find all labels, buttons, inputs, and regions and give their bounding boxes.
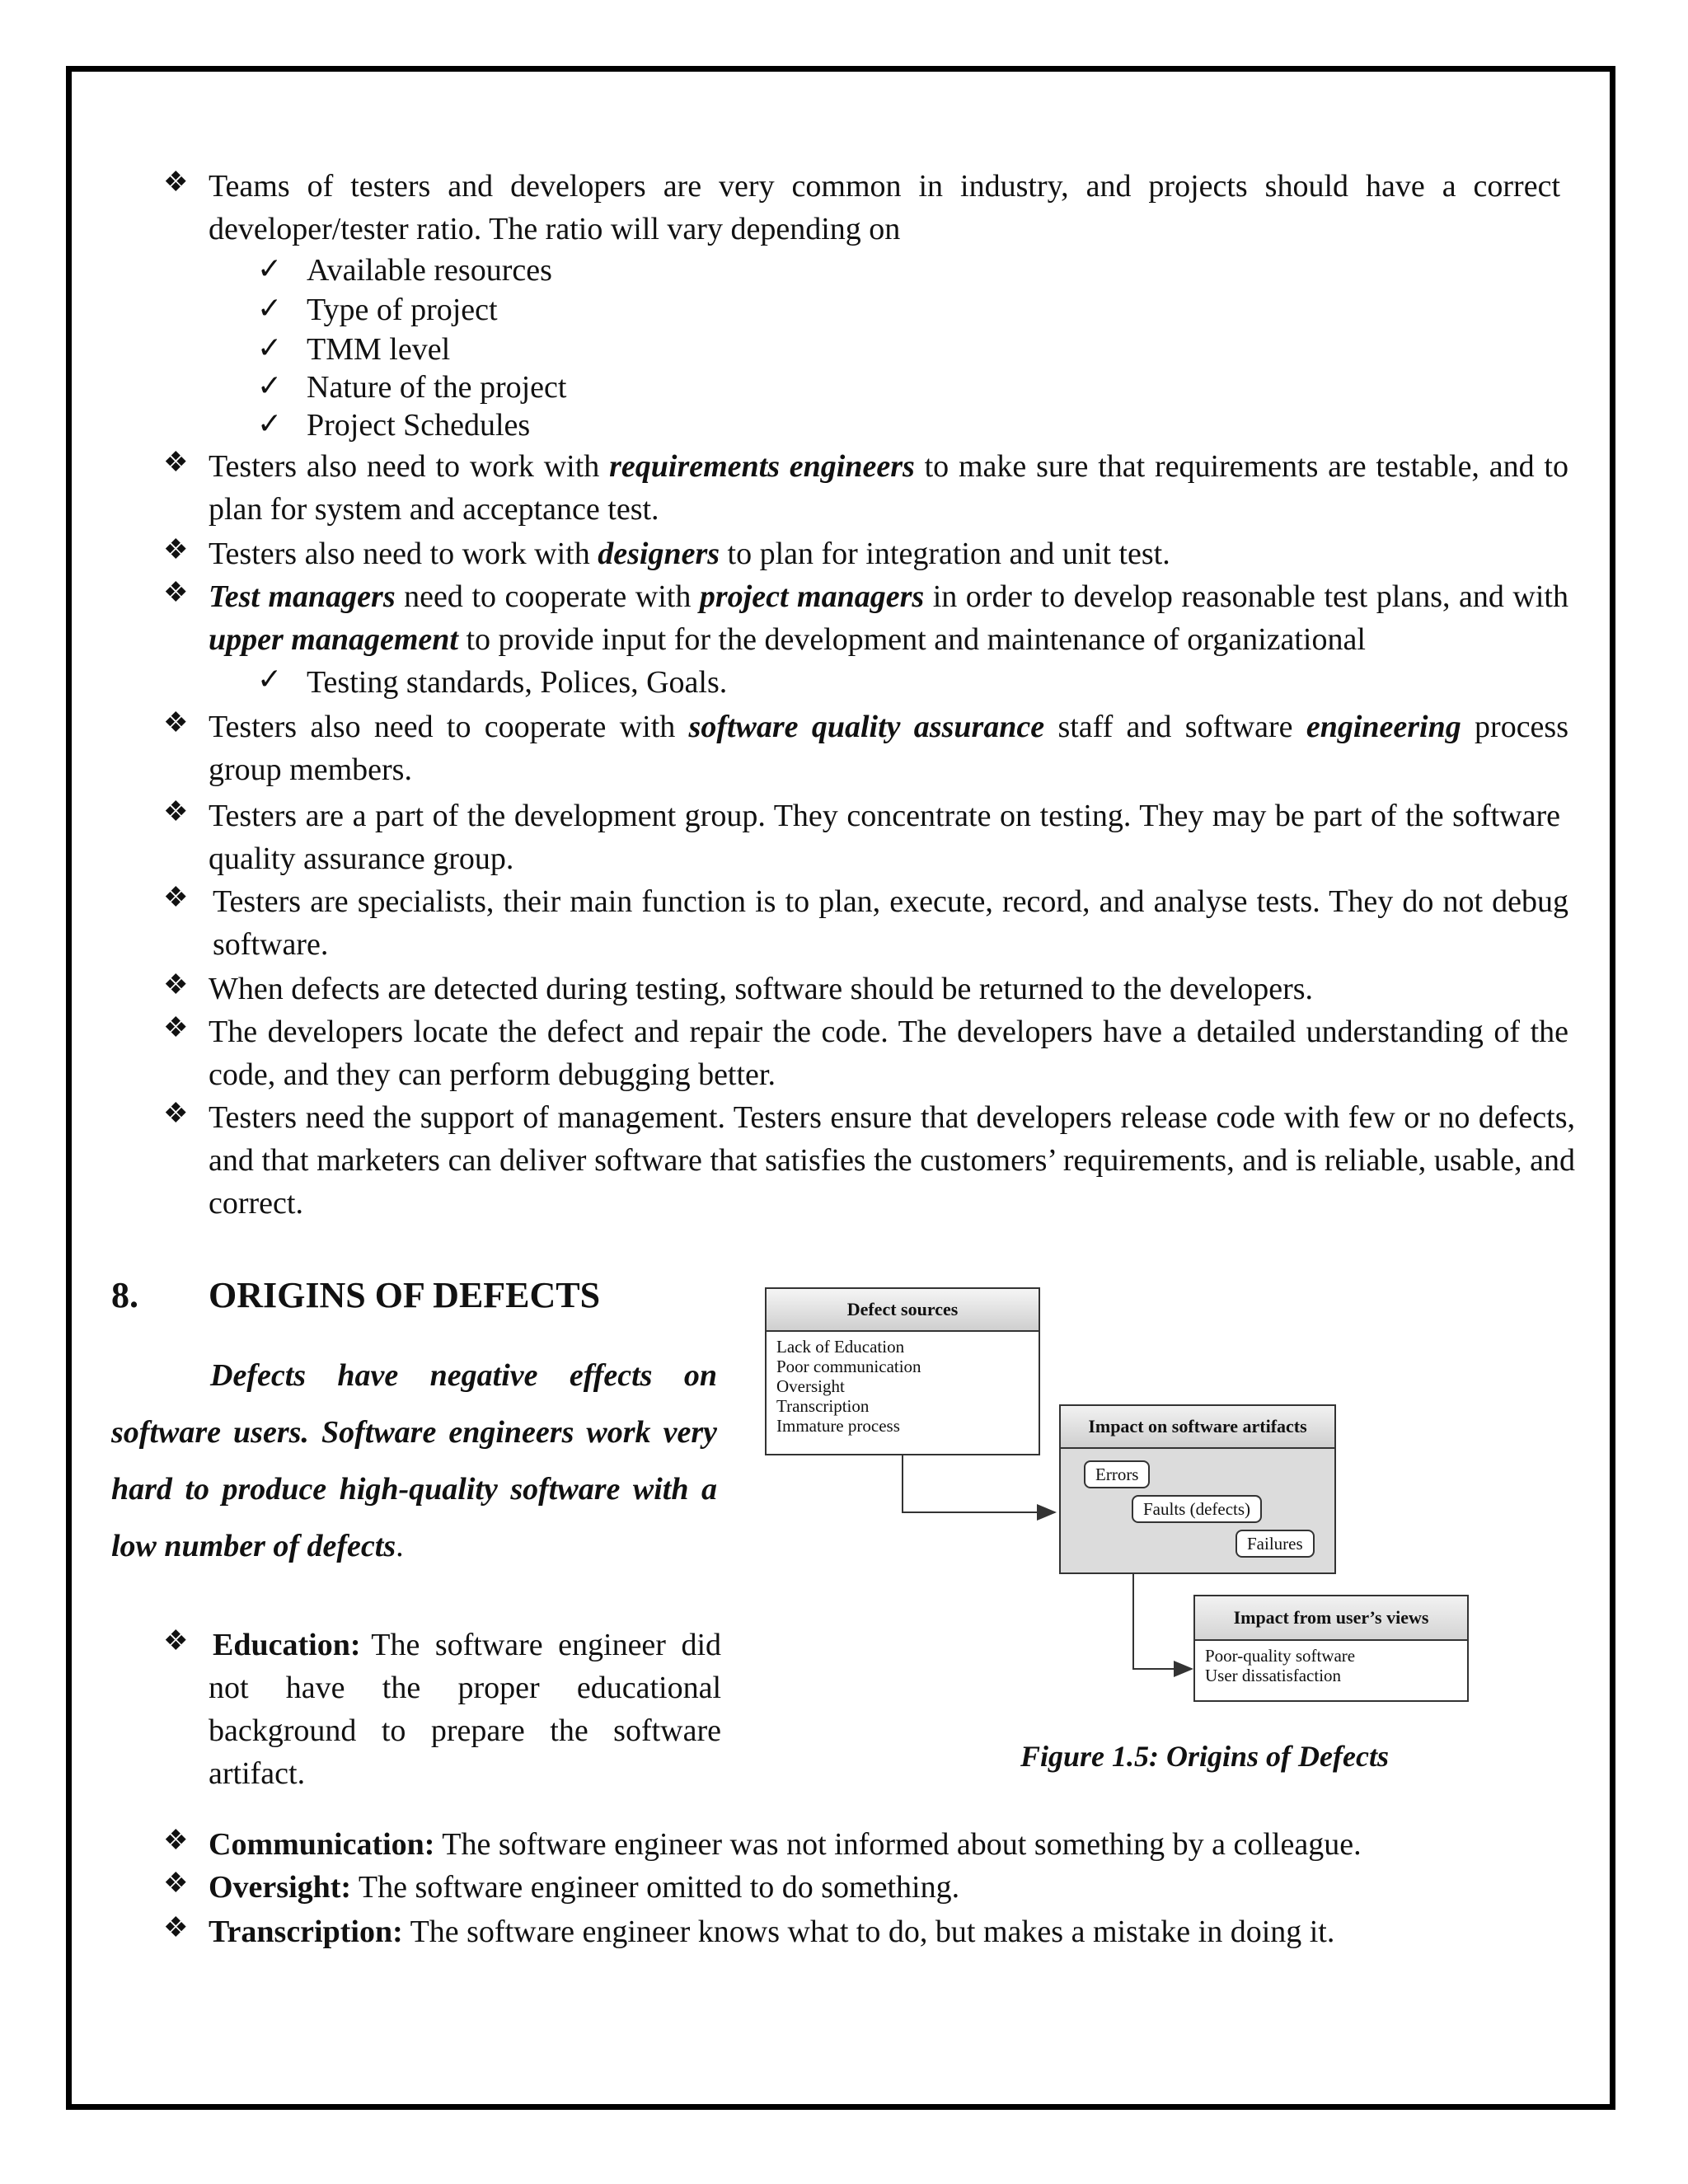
diamond-bullet-icon: ❖ [163, 1099, 189, 1129]
bullet-specialists: Testers are specialists, their main function is to plan, execute, record, and analyse tests. They do not debug software. [213, 884, 1568, 962]
emphasis-text: engineering [1306, 710, 1461, 744]
diamond-bullet-icon: ❖ [163, 797, 189, 827]
diamond-bullet-icon: ❖ [163, 883, 189, 913]
figure-caption: Figure 1.5: Origins of Defects [1020, 1740, 1389, 1773]
emphasis-text: designers [598, 537, 720, 571]
diamond-bullet-icon: ❖ [163, 1825, 189, 1856]
diamond-bullet-icon: ❖ [163, 1013, 189, 1043]
bullet-developers-repair: The developers locate the defect and repair the code. The developers have a detailed understanding of the code, and they can perform debugging better. [209, 1015, 1568, 1092]
user-impact-item: Poor-quality software [1205, 1646, 1356, 1666]
checkmark-icon: ✓ [257, 292, 283, 325]
checkmark-icon: ✓ [257, 663, 283, 696]
factor-item: TMM level [307, 332, 451, 367]
artifacts-title: Impact on software artifacts [1061, 1406, 1334, 1449]
artifact-errors: Errors [1084, 1460, 1150, 1488]
checkmark-icon: ✓ [257, 407, 283, 440]
factor-item: Nature of the project [307, 370, 567, 405]
emphasis-text: project managers [699, 579, 925, 614]
defect-sources-title: Defect sources [767, 1289, 1039, 1332]
cause-text: The software engineer did not have the proper educational background to prepare the software artifact. [209, 1628, 721, 1791]
source-item: Oversight [776, 1376, 845, 1396]
ratio-text: Teams of testers and developers are very common in industry, and projects should have a correct developer/tester ratio. The ratio will vary depending on [209, 169, 1560, 246]
cause-text: The software engineer knows what to do, but makes a mistake in doing it. [402, 1915, 1335, 1949]
cause-text: The software engineer omitted to do something. [351, 1870, 960, 1905]
bullet-text: in order to develop reasonable test plans, and with [924, 579, 1568, 614]
user-impact-title: Impact from user’s views [1195, 1596, 1467, 1641]
emphasis-text: requirements engineers [609, 449, 915, 484]
intro-line-1: Defects have negative effects on [210, 1358, 717, 1393]
standards-item: Testing standards, Polices, Goals. [307, 665, 728, 700]
bullet-management-support: Testers need the support of management. Testers ensure that developers release code with few or no defects, and that marketers can deliver software that satisfies the customers’ requirements, and is reliable, usable, and correct. [209, 1100, 1575, 1221]
cause-text: The software engineer was not informed about something by a colleague. [434, 1827, 1362, 1862]
user-impact-box [1193, 1595, 1469, 1702]
section-title: ORIGINS OF DEFECTS [209, 1275, 601, 1315]
arrow-artifacts-to-users [1133, 1574, 1192, 1669]
bullet-text: staff and software [1044, 710, 1306, 744]
emphasis-text: software quality assurance [688, 710, 1045, 744]
factor-item: Project Schedules [307, 408, 531, 443]
bullet-text: need to cooperate with [395, 579, 700, 614]
source-item: Transcription [776, 1396, 870, 1416]
checkmark-icon: ✓ [257, 252, 283, 285]
diamond-bullet-icon: ❖ [163, 1626, 189, 1657]
diamond-bullet-icon: ❖ [163, 970, 189, 1001]
intro-rest: software users. Software engineers work very hard to produce high-quality software with a low number of defects [111, 1415, 717, 1563]
bullet-text: to plan for integration and unit test. [720, 537, 1170, 571]
diamond-bullet-icon: ❖ [163, 1913, 189, 1943]
source-item: Lack of Education [776, 1337, 905, 1357]
diamond-bullet-icon: ❖ [163, 167, 189, 198]
bullet-text: Testers also need to work with [209, 537, 598, 571]
diamond-bullet-icon: ❖ [163, 708, 189, 738]
cause-label-text: Education: [213, 1628, 361, 1662]
cause-label: Transcription: [209, 1915, 403, 1949]
artifacts-box [1059, 1404, 1336, 1574]
artifact-faults: Faults (defects) [1132, 1495, 1262, 1523]
emphasis-text: Test managers [209, 579, 396, 614]
cause-label: Communication: [209, 1827, 435, 1862]
checkmark-icon: ✓ [257, 369, 283, 402]
bullet-text: to provide input for the development and maintenance of organizational [457, 622, 1366, 657]
bullet-text: Testers also need to cooperate with [209, 710, 689, 744]
defect-sources-box [765, 1287, 1040, 1455]
bullet-development-group: Testers are a part of the development group. They concentrate on testing. They may be part of the software quality assurance group. [209, 799, 1560, 876]
factor-item: Available resources [307, 253, 552, 288]
artifact-failures: Failures [1236, 1530, 1315, 1558]
cause-label: Oversight: [209, 1870, 352, 1905]
bullet-text: Testers also need to work with [209, 449, 610, 484]
bullet-text: process group members. [209, 710, 1568, 787]
diamond-bullet-icon: ❖ [163, 1868, 189, 1899]
bullet-text: to make sure that requirements are testable, and to plan for system and acceptance test. [209, 449, 1568, 527]
user-impact-item: User dissatisfaction [1205, 1666, 1342, 1685]
factor-item: Type of project [307, 293, 498, 327]
diamond-bullet-icon: ❖ [163, 448, 189, 478]
source-item: Immature process [776, 1416, 900, 1436]
diamond-bullet-icon: ❖ [163, 578, 189, 608]
bullet-defects-returned: When defects are detected during testing, software should be returned to the developers. [209, 972, 1314, 1006]
source-item: Poor communication [776, 1357, 921, 1376]
checkmark-icon: ✓ [257, 331, 283, 364]
intro-end: . [396, 1529, 404, 1563]
arrow-sources-to-artifacts [903, 1455, 1055, 1512]
section-number: 8. [111, 1275, 138, 1315]
diamond-bullet-icon: ❖ [163, 535, 189, 565]
emphasis-text: upper management [209, 622, 458, 657]
